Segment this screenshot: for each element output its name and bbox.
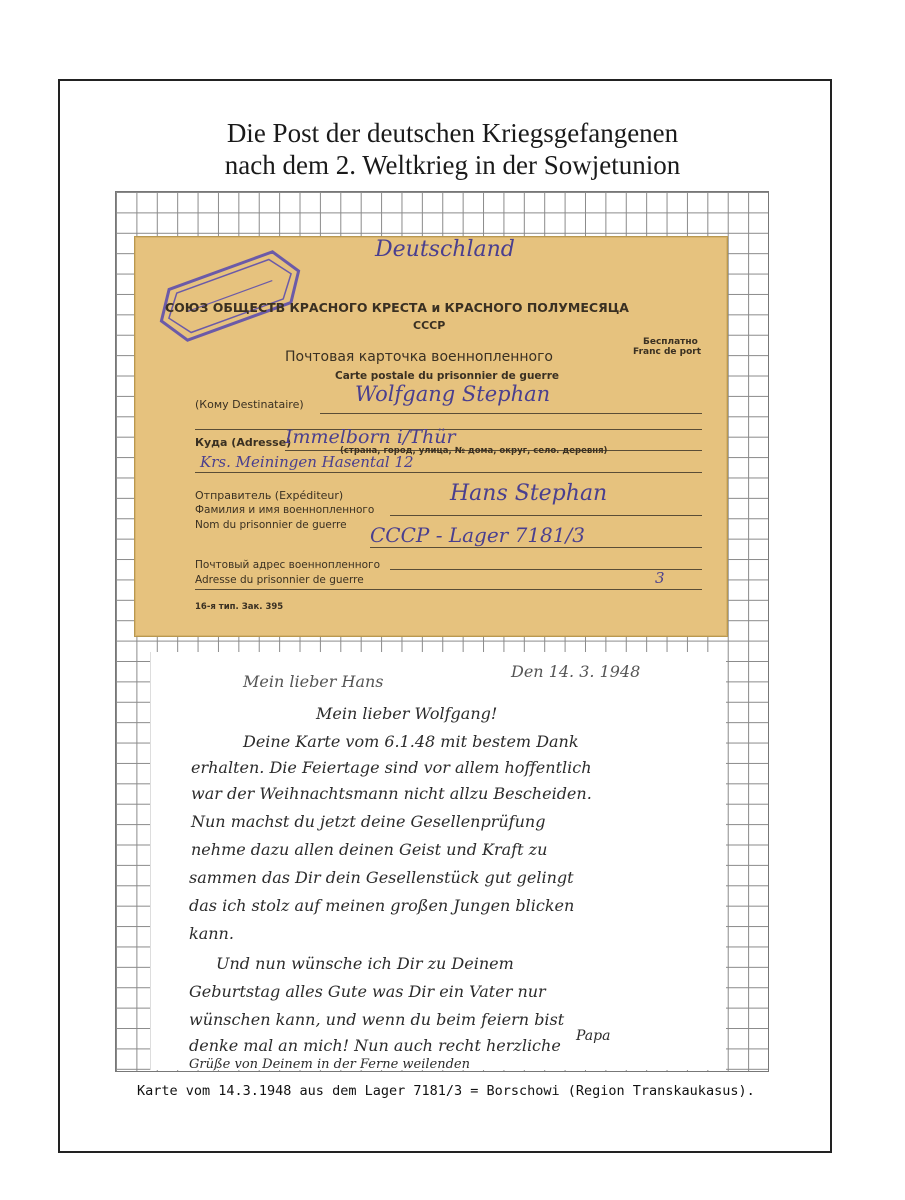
letter-signature: Papa [576,1028,611,1044]
card-title-ru: Почтовая карточка военнопленного [285,349,553,365]
caption: Karte vom 14.3.1948 aus dem Lager 7181/3 = Borschowi (Region Transkaukasus). [137,1083,755,1099]
card-header: СОЮЗ ОБЩЕСТВ КРАСНОГО КРЕСТА и КРАСНОГО ПОЛУМЕСЯЦА [165,300,629,315]
label-sender: Отправитель (Expéditeur) [195,489,344,502]
letter-line: war der Weihnachtsmann nicht allzu Bescheiden. [191,784,592,803]
letter-line: sammen das Dir dein Gesellenstück gut gelingt [189,868,574,887]
letter-line: wünschen kann, und wenn du beim feiern bist [189,1010,565,1029]
line-sender [390,515,702,516]
letter-line: Deine Karte vom 6.1.48 mit bestem Dank [243,732,579,751]
letter-line: nehme dazu allen deinen Geist und Kraft zu [191,840,548,859]
label-to: (Кому Destinataire) [195,398,304,411]
handwritten-country: Deutschland [375,237,515,262]
printer-note: 16-я тип. Зак. 395 [195,602,284,612]
handwritten-letter [150,652,726,1070]
value-address-line1: Immelborn i/Thür [285,426,456,448]
address-hint: (страна, город, улица, № дома, округ, село. деревня) [340,446,608,456]
letter-line: Nun machst du jetzt deine Gesellenprüfung [191,812,546,831]
postcard [134,236,728,637]
line-address-2 [195,472,702,473]
page-title-line2: nach dem 2. Weltkrieg in der Sowjetunion [224,150,681,180]
label-address: Куда (Adresse) [195,436,292,449]
corner-number: 3 [655,569,665,587]
letter-line: Geburtstag alles Gute was Dir ein Vater nur [189,982,546,1001]
letter-line: denke mal an mich! Nun auch recht herzliche [189,1036,561,1055]
free-postage-ru: Бесплатно [643,337,698,347]
page-title-line1: Die Post der deutschen Kriegsgefangenen [226,118,679,148]
letter-header-greeting: Mein lieber Hans [243,672,384,691]
label-postal-ru: Почтовый адрес военнопленного [195,559,380,571]
value-camp: СССР - Lager 7181/3 [370,523,585,547]
letter-salutation: Mein lieber Wolfgang! [316,704,498,723]
value-to: Wolfgang Stephan [355,382,551,406]
letter-line: Und nun wünsche ich Dir zu Deinem [216,954,514,973]
label-sender-name-ru: Фамилия и имя военнопленного [195,504,375,516]
label-sender-name-fr: Nom du prisonnier de guerre [195,519,347,531]
line-camp [370,547,702,548]
letter-line: Grüße von Deinem in der Ferne weilenden [189,1057,470,1072]
card-header-sub: СССР [413,319,446,332]
letter-line: erhalten. Die Feiertage sind vor allem hoffentlich [191,758,592,777]
censor-stamp-icon [150,243,311,349]
line-postal-2 [195,589,702,590]
letter-line: kann. [189,924,234,943]
letter-line: das ich stolz auf meinen großen Jungen blicken [189,896,575,915]
line-to [320,413,702,414]
value-sender: Hans Stephan [450,481,608,506]
letter-date: Den 14. 3. 1948 [511,662,641,681]
value-address-line2: Krs. Meiningen Hasental 12 [200,453,414,471]
card-title-fr: Carte postale du prisonnier de guerre [335,370,560,382]
label-postal-fr: Adresse du prisonnier de guerre [195,574,364,586]
free-postage-fr: Franc de port [633,347,702,357]
